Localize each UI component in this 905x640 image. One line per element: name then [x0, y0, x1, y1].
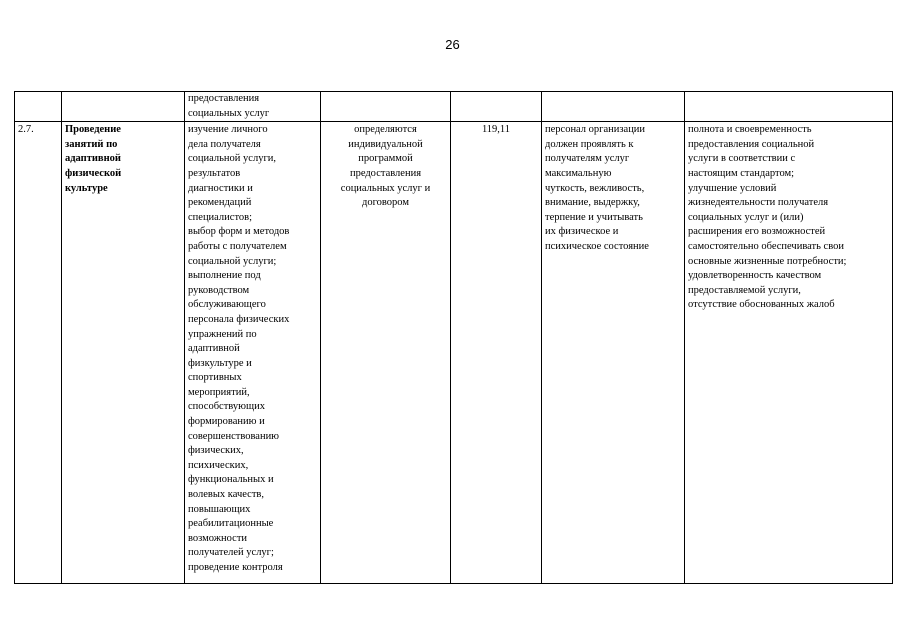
- cell-number: [15, 92, 62, 122]
- cell-service-content: предоставления социальных услуг: [185, 92, 321, 122]
- cell-number: 2.7.: [15, 122, 62, 584]
- cell-tariff: 119,11: [451, 122, 542, 584]
- cell-service-terms: определяются индивидуальной программой предоставления социальных услуг и договором: [321, 122, 451, 584]
- cell-quality-indicators: [685, 92, 893, 122]
- cell-conditions: [542, 92, 685, 122]
- table-row-2-7: [15, 122, 893, 584]
- cell-service-content: изучение личного дела получателя социальной услуги, результатов диагностики и рекомендаций специалистов; выбор форм и методов работы с получателем социальной услуги; выполнение под руководством обслуживающего персонала физических упражнений по адаптивной физкультуре и спортивных мероприятий, способствующих формированию и совершенствованию физических, психических, функциональных и волевых качеств, повышающих реабилитационные возможности получателей услуг; проведение контроля: [185, 122, 321, 584]
- cell-quality-indicators: полнота и своевременность предоставления социальной услуги в соответствии с настоящим стандартом; улучшение условий жизнедеятельности получателя социальных услуг и (или) расширения его возможностей самостоятельно обеспечивать свои основные жизненные потребности; удовлетворенность качеством предоставляемой услуги, отсутствие обоснованных жалоб: [685, 122, 893, 584]
- table-row-continuation: [15, 92, 893, 122]
- cell-tariff: [451, 92, 542, 122]
- cell-service-name: [62, 92, 185, 122]
- cell-service-name: Проведение занятий по адаптивной физической культуре: [62, 122, 185, 584]
- cell-conditions: персонал организации должен проявлять к получателям услуг максимальную чуткость, вежливость, внимание, выдержку, терпение и учитывать их физическое и психическое состояние: [542, 122, 685, 584]
- cell-service-terms: [321, 92, 451, 122]
- services-table: [14, 91, 893, 584]
- page-number: 26: [445, 37, 460, 52]
